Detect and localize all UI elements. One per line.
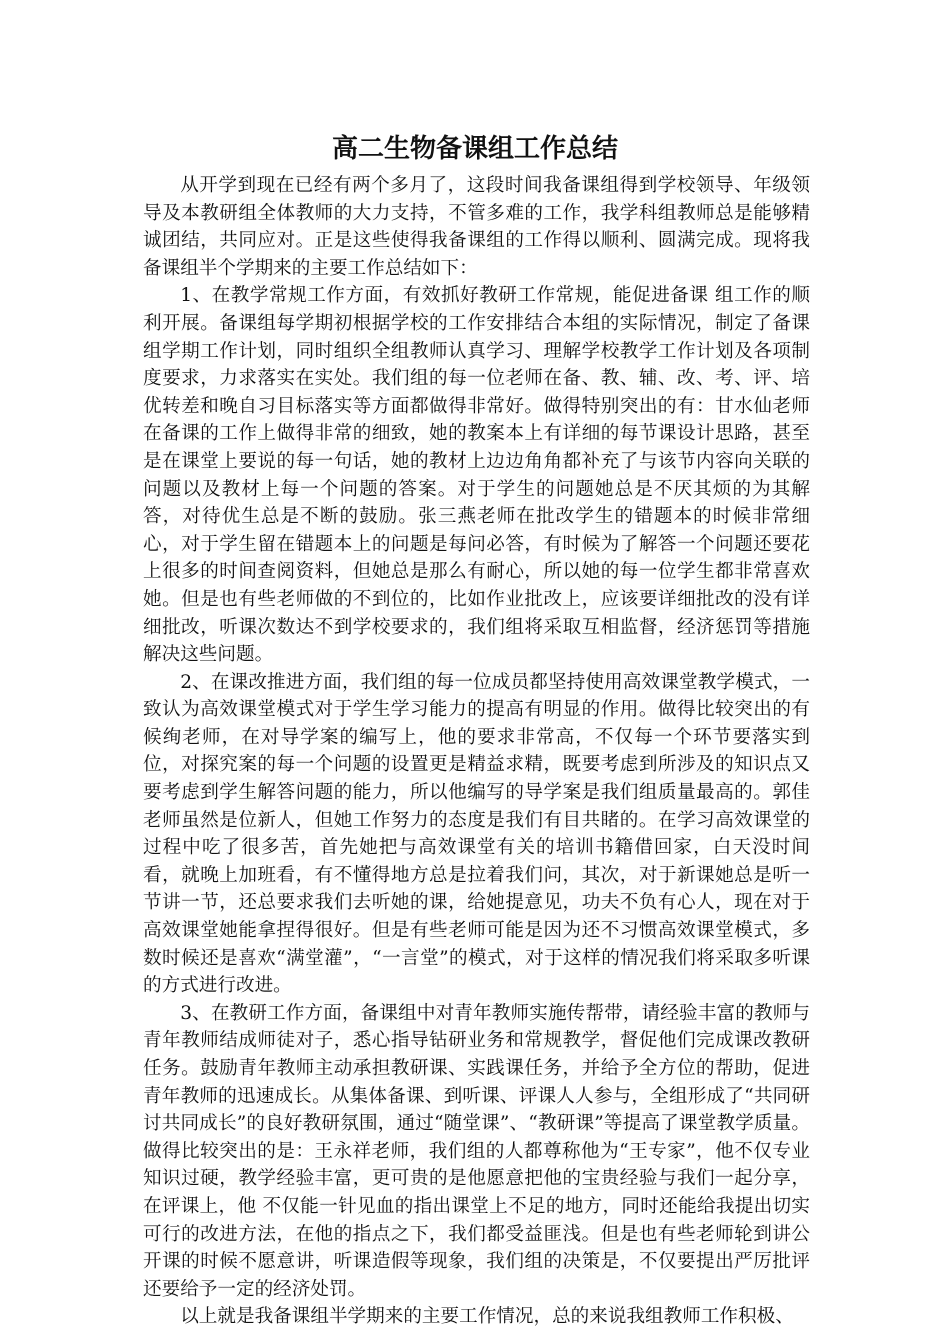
document-title: 高二生物备课组工作总结: [331, 134, 618, 164]
paragraph-teaching-routine: 1、在教学常规工作方面，有效抓好教研工作常规，能促进备课 组工作的顺利开展。备课组每学期初根据学校的工作安排结合本组的实际情况，制定了备课组学期工作计划，同时组织全组教师认真学习、理解学校教学工作计划及各项制度要求，力求落实在实处。我们组的每一位老师在备、教、辅、改、考、评、培优转差和晚自习目标落实等方面都做得非常好。做得特别突出的有：甘水仙老师在备课的工作上做得非常的细致，她的教案本上有详细的每节课设计思路，甚至是在课堂上要说的每一句话，她的教材上边边角角都补充了与该节内容向关联的问题以及教材上每一个问题的答案。对于学生的问题她总是不厌其烦的为其解答，对待优生总是不断的鼓励。张三燕老师在批改学生的错题本的时候非常细心，对于学生留在错题本上的问题是每问必答，有时候为了解答一个问题还要花上很多的时间查阅资料，但她总是那么有耐心，所以她的每一位学生都非常喜欢她。但是也有些老师做的不到位的，比如作业批改上，应该要详细批改的没有详细批改，听课次数达不到学校要求的，我们组将采取互相监督，经济惩罚等措施解决这些问题。: [143, 285, 810, 666]
paragraph-intro: 从开学到现在已经有两个多月了，这段时间我备课组得到学校领导、年级领导及本教研组全体教师的大力支持，不管多难的工作，我学科组教师总是能够精诚团结，共同应对。正是这些使得我备课组的工作得以顺利、圆满完成。现将我备课组半个学期来的主要工作总结如下：: [143, 175, 810, 279]
paragraph-teaching-research: 3、在教研工作方面，备课组中对青年教师实施传帮带，请经验丰富的教师与青年教师结成师徒对子，悉心指导钻研业务和常规教学，督促他们完成课改教研任务。鼓励青年教师主动承担教研课、实践课任务，并给予全方位的帮助，促进青年教师的迅速成长。从集体备课、到听课、评课人人参与，全组形成了“共同研讨共同成长”的良好教研氛围，通过“随堂课”、“教研课”等提高了课堂教学质量。做得比较突出的是：王永祥老师，我们组的人都尊称他为“王专家”，他不仅专业知识过硬，教学经验丰富，更可贵的是他愿意把他的宝贵经验与我们一起分享，在评课上，他 不仅能一针见血的指出课堂上不足的地方，同时还能给我提出切实可行的改进方法，在他的指点之下，我们都受益匪浅。但是也有些老师轮到讲公开课的时候不愿意讲，听课造假等现象，我们组的决策是，不仅要提出严厉批评还要给予一定的经济处罚。: [143, 1002, 810, 1300]
paragraph-conclusion: 以上就是我备课组半学期来的主要工作情况，总的来说我组教师工作积极、: [180, 1306, 794, 1328]
document-body: [143, 172, 810, 1331]
paragraph-curriculum-reform: 2、在课改推进方面，我们组的每一位成员都坚持使用高效课堂教学模式，一致认为高效课堂模式对于学生学习能力的提高有明显的作用。做得比较突出的有候绚老师，在对导学案的编写上，他的要求非常高，不仅每一个环节要落实到位，对探究案的每一个问题的设置更是精益求精，既要考虑到所涉及的知识点又要考虑到学生解答问题的能力，所以他编写的导学案是我们组质量最高的。郭佳老师虽然是位新人，但她工作努力的态度是我们有目共睹的。在学习高效课堂的过程中吃了很多苦，首先她把与高效课堂有关的培训书籍借回家，白天没时间看，就晚上加班看，有不懂得地方总是拉着我们问，其次，对于新课她总是听一节讲一节，还总要求我们去听她的课，给她提意见，功夫不负有心人，现在对于高效课堂她能拿捏得很好。但是有些老师可能是因为还不习惯高效课堂模式，多数时候还是喜欢“满堂灌”，“一言堂”的模式，对于这样的情况我们将采取多听课的方式进行改进。: [143, 671, 810, 997]
